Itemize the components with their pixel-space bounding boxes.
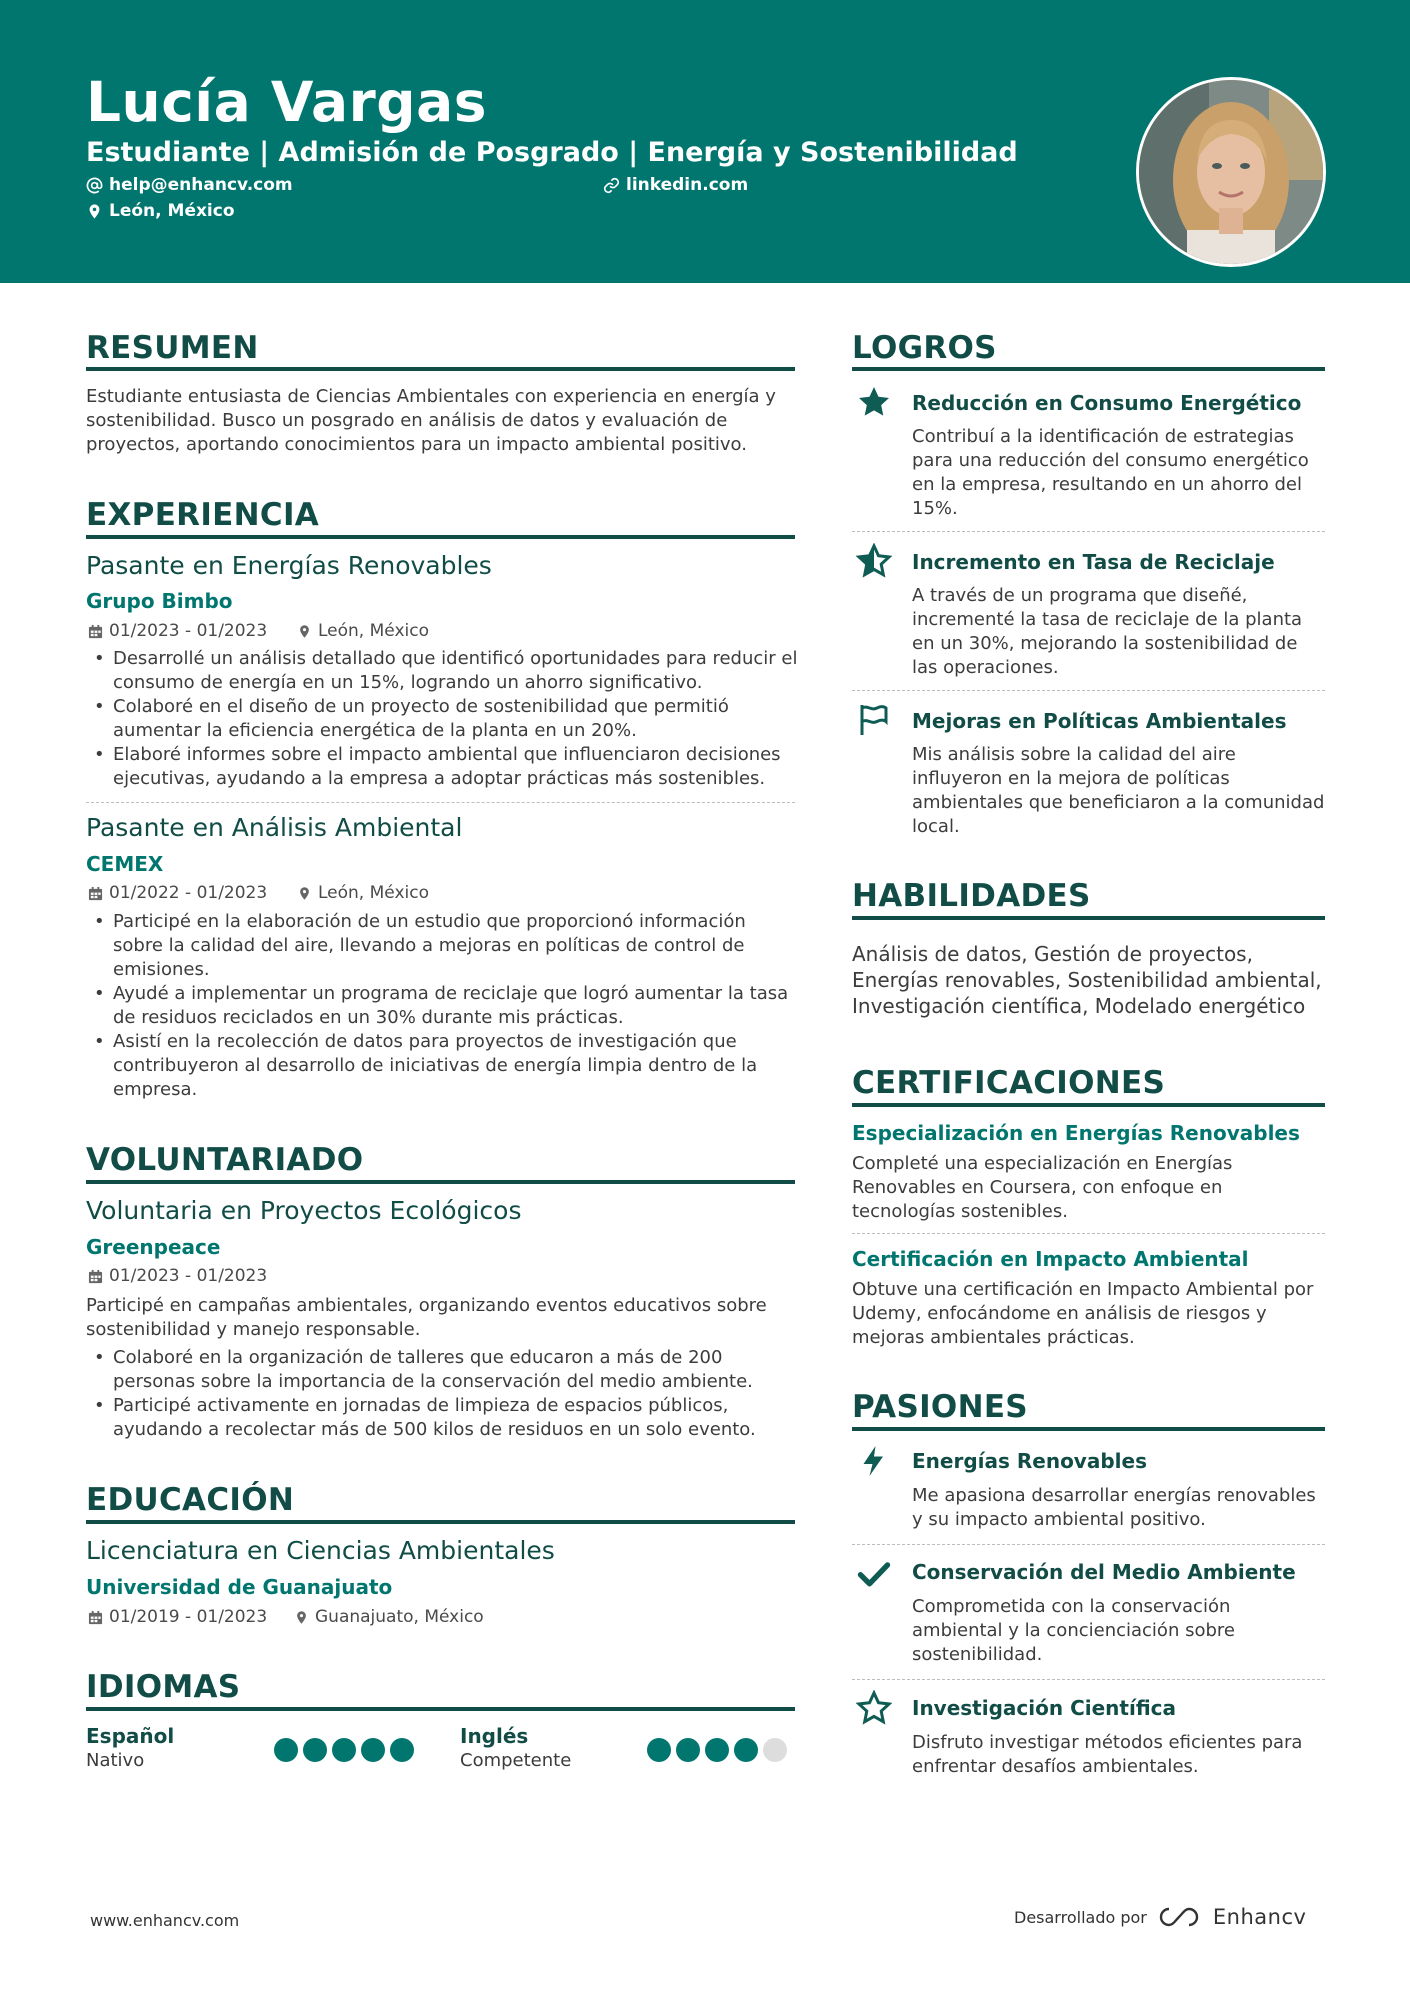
achievement-title: Incremento en Tasa de Reciclaje [912,550,1275,574]
divider [852,1679,1325,1680]
divider [852,531,1325,532]
job-bullets [86,910,798,1102]
school-name: Universidad de Guanajuato [86,1575,393,1599]
link-icon [603,177,620,194]
email-contact[interactable] [86,175,293,195]
volunteer-dates-text: 01/2023 - 01/2023 [109,1266,268,1286]
star-half-icon [856,543,892,579]
voluntariado-heading: VOLUNTARIADO [86,1142,364,1178]
job-dates-text: 01/2022 - 01/2023 [109,883,268,903]
rating-dot-filled [647,1738,671,1762]
map-pin-icon [297,886,312,901]
achievement-text: Mis análisis sobre la calidad del aire influyeron en la mejora de políticas ambientales que beneficiaron a la comunidad local. [912,744,1325,837]
list-item: • Asistí en la recolección de datos para proyectos de investigación que contribuyeron al desarrollo de iniciativas de energía limpia dentro de la empresa. [86,1030,798,1102]
job-location-text: León, México [318,621,429,641]
voluntariado-rule [86,1180,795,1184]
checkmark-icon [856,1556,892,1592]
job-company: CEMEX [86,852,164,876]
idiomas-heading: IDIOMAS [86,1669,241,1705]
star-outline-icon [856,1690,892,1726]
rating-dot-filled [303,1738,327,1762]
linkedin-text: linkedin.com [626,175,749,195]
map-pin-icon [86,203,103,220]
education-location-text: Guanajuato, México [315,1607,484,1627]
rating-dot-filled [390,1738,414,1762]
at-icon [86,177,103,194]
list-item: • Colaboré en la organización de talleres que educaron a más de 200 personas sobre la importancia de la conservación del medio ambiente. [86,1346,798,1394]
experiencia-rule [86,535,795,539]
job-title: Pasante en Energías Renovables [86,551,492,580]
certification-text: Obtuve una certificación en Impacto Ambiental por Udemy, enfocándome en análisis de riesgos y mejoras ambientales prácticas. [852,1279,1314,1348]
skills-text: Análisis de datos, Gestión de proyectos, Energías renovables, Sostenibilidad ambiental, Investigación científica, Modelado energético [852,942,1322,1018]
list-item: • Participé en la elaboración de un estudio que proporcionó información sobre la calidad del aire, llevando a mejoras en políticas de control de emisiones. [86,910,798,982]
powered-by-text: Desarrollado por [1014,1907,1147,1927]
location-text: León, México [109,201,235,221]
candidate-subtitle: Estudiante | Admisión de Posgrado | Energía y Sostenibilidad [86,137,1018,168]
calendar-icon [88,624,103,639]
passion-title: Conservación del Medio Ambiente [912,1560,1296,1584]
divider [852,1544,1325,1545]
header-band [0,0,1410,283]
brand-name: Enhancv [1212,1905,1307,1929]
list-item: • Desarrollé un análisis detallado que identificó oportunidades para reducir el consumo de energía en un 15%, logrando un ahorro significativo. [86,647,798,695]
rating-dot-filled [676,1738,700,1762]
habilidades-rule [852,916,1325,920]
volunteer-bullets [86,1346,798,1442]
lightning-icon [856,1443,892,1479]
resumen-rule [86,367,795,371]
pasiones-rule [852,1427,1325,1431]
education-dates-text: 01/2019 - 01/2023 [109,1607,268,1627]
candidate-name: Lucía Vargas [86,70,487,134]
certification-title: Certificación en Impacto Ambiental [852,1247,1249,1271]
job-company: Grupo Bimbo [86,589,233,613]
certificaciones-heading: CERTIFICACIONES [852,1065,1166,1101]
job-location-text: León, México [318,883,429,903]
language-level: Competente [460,1750,572,1771]
education-dates [88,1607,267,1627]
volunteer-org: Greenpeace [86,1235,221,1259]
footer-branding[interactable] [1014,1905,1306,1929]
experiencia-heading: EXPERIENCIA [86,497,320,533]
linkedin-contact[interactable] [603,175,748,195]
rating-dot-filled [734,1738,758,1762]
list-item: • Elaboré informes sobre el impacto ambiental que influenciaron decisiones ejecutivas, ayudando a la empresa a adoptar prácticas más sostenibles. [86,743,798,791]
language-name: Español [86,1724,175,1748]
footer-website[interactable]: www.enhancv.com [90,1911,240,1930]
rating-dot-filled [332,1738,356,1762]
degree-title: Licenciatura en Ciencias Ambientales [86,1536,555,1565]
achievement-title: Reducción en Consumo Energético [912,391,1302,415]
certificaciones-rule [852,1103,1325,1107]
list-item: • Ayudé a implementar un programa de reciclaje que logró aumentar la tasa de residuos reciclados en un 30% durante mis prácticas. [86,982,798,1030]
list-item: • Participé activamente en jornadas de limpieza de espacios públicos, ayudando a recolectar más de 500 kilos de residuos en un solo evento. [86,1394,798,1442]
divider [852,1233,1325,1234]
passion-text: Comprometida con la conservación ambiental y la concienciación sobre sostenibilidad. [912,1596,1235,1665]
idiomas-rule [86,1707,795,1711]
volunteer-dates [88,1266,267,1286]
job-dates [88,883,267,903]
resumen-heading: RESUMEN [86,330,259,366]
email-text: help@enhancv.com [109,175,293,195]
calendar-icon [88,1610,103,1625]
calendar-icon [88,886,103,901]
achievement-text: A través de un programa que diseñé, incrementé la tasa de reciclaje de la planta en un 30%, mejorando la sostenibilidad de las operaciones. [912,585,1303,678]
achievement-text: Contribuí a la identificación de estrategias para una reducción del consumo energético en la empresa, resultando en un ahorro del 15%. [912,426,1309,519]
job-location [297,883,429,903]
passion-text: Me apasiona desarrollar energías renovables y su impacto ambiental positivo. [912,1485,1316,1530]
job-title: Pasante en Análisis Ambiental [86,813,463,842]
habilidades-heading: HABILIDADES [852,878,1091,914]
divider [852,690,1325,691]
educacion-heading: EDUCACIÓN [86,1482,295,1518]
profile-photo [1136,77,1326,267]
rating-dot-filled [705,1738,729,1762]
job-location [297,621,429,641]
passion-title: Energías Renovables [912,1449,1147,1473]
rating-dot-filled [361,1738,385,1762]
education-location [294,1607,484,1627]
volunteer-role: Voluntaria en Proyectos Ecológicos [86,1196,522,1225]
job-bullets [86,647,798,791]
educacion-rule [86,1520,795,1524]
calendar-icon [88,1269,103,1284]
flag-icon [856,702,892,738]
language-rating [274,1738,414,1762]
volunteer-description: Participé en campañas ambientales, organizando eventos educativos sobre sostenibilidad y manejo responsable. [86,1295,767,1340]
enhancv-logo-icon [1157,1905,1203,1929]
pasiones-heading: PASIONES [852,1389,1028,1425]
achievement-title: Mejoras en Políticas Ambientales [912,709,1287,733]
logros-heading: LOGROS [852,330,997,366]
divider [86,802,795,803]
rating-dot-empty [763,1738,787,1762]
logros-rule [852,367,1325,371]
location-contact [86,201,235,221]
job-dates-text: 01/2023 - 01/2023 [109,621,268,641]
language-level: Nativo [86,1750,145,1771]
list-item: • Colaboré en el diseño de un proyecto de sostenibilidad que permitió aumentar la eficiencia energética de la planta en un 20%. [86,695,798,743]
language-name: Inglés [460,1724,529,1748]
language-rating [647,1738,787,1762]
certification-text: Completé una especialización en Energías Renovables en Coursera, con enfoque en tecnologías sostenibles. [852,1153,1233,1222]
star-filled-icon [856,384,892,420]
resumen-text: Estudiante entusiasta de Ciencias Ambientales con experiencia en energía y sostenibilidad. Busco un posgrado en análisis de datos y evaluación de proyectos, aportando conocimientos para un impacto ambiental positivo. [86,386,776,455]
passion-text: Disfruto investigar métodos eficientes para enfrentar desafíos ambientales. [912,1732,1303,1777]
job-dates [88,621,267,641]
map-pin-icon [294,1610,309,1625]
map-pin-icon [297,624,312,639]
certification-title: Especialización en Energías Renovables [852,1121,1300,1145]
passion-title: Investigación Científica [912,1696,1176,1720]
rating-dot-filled [274,1738,298,1762]
